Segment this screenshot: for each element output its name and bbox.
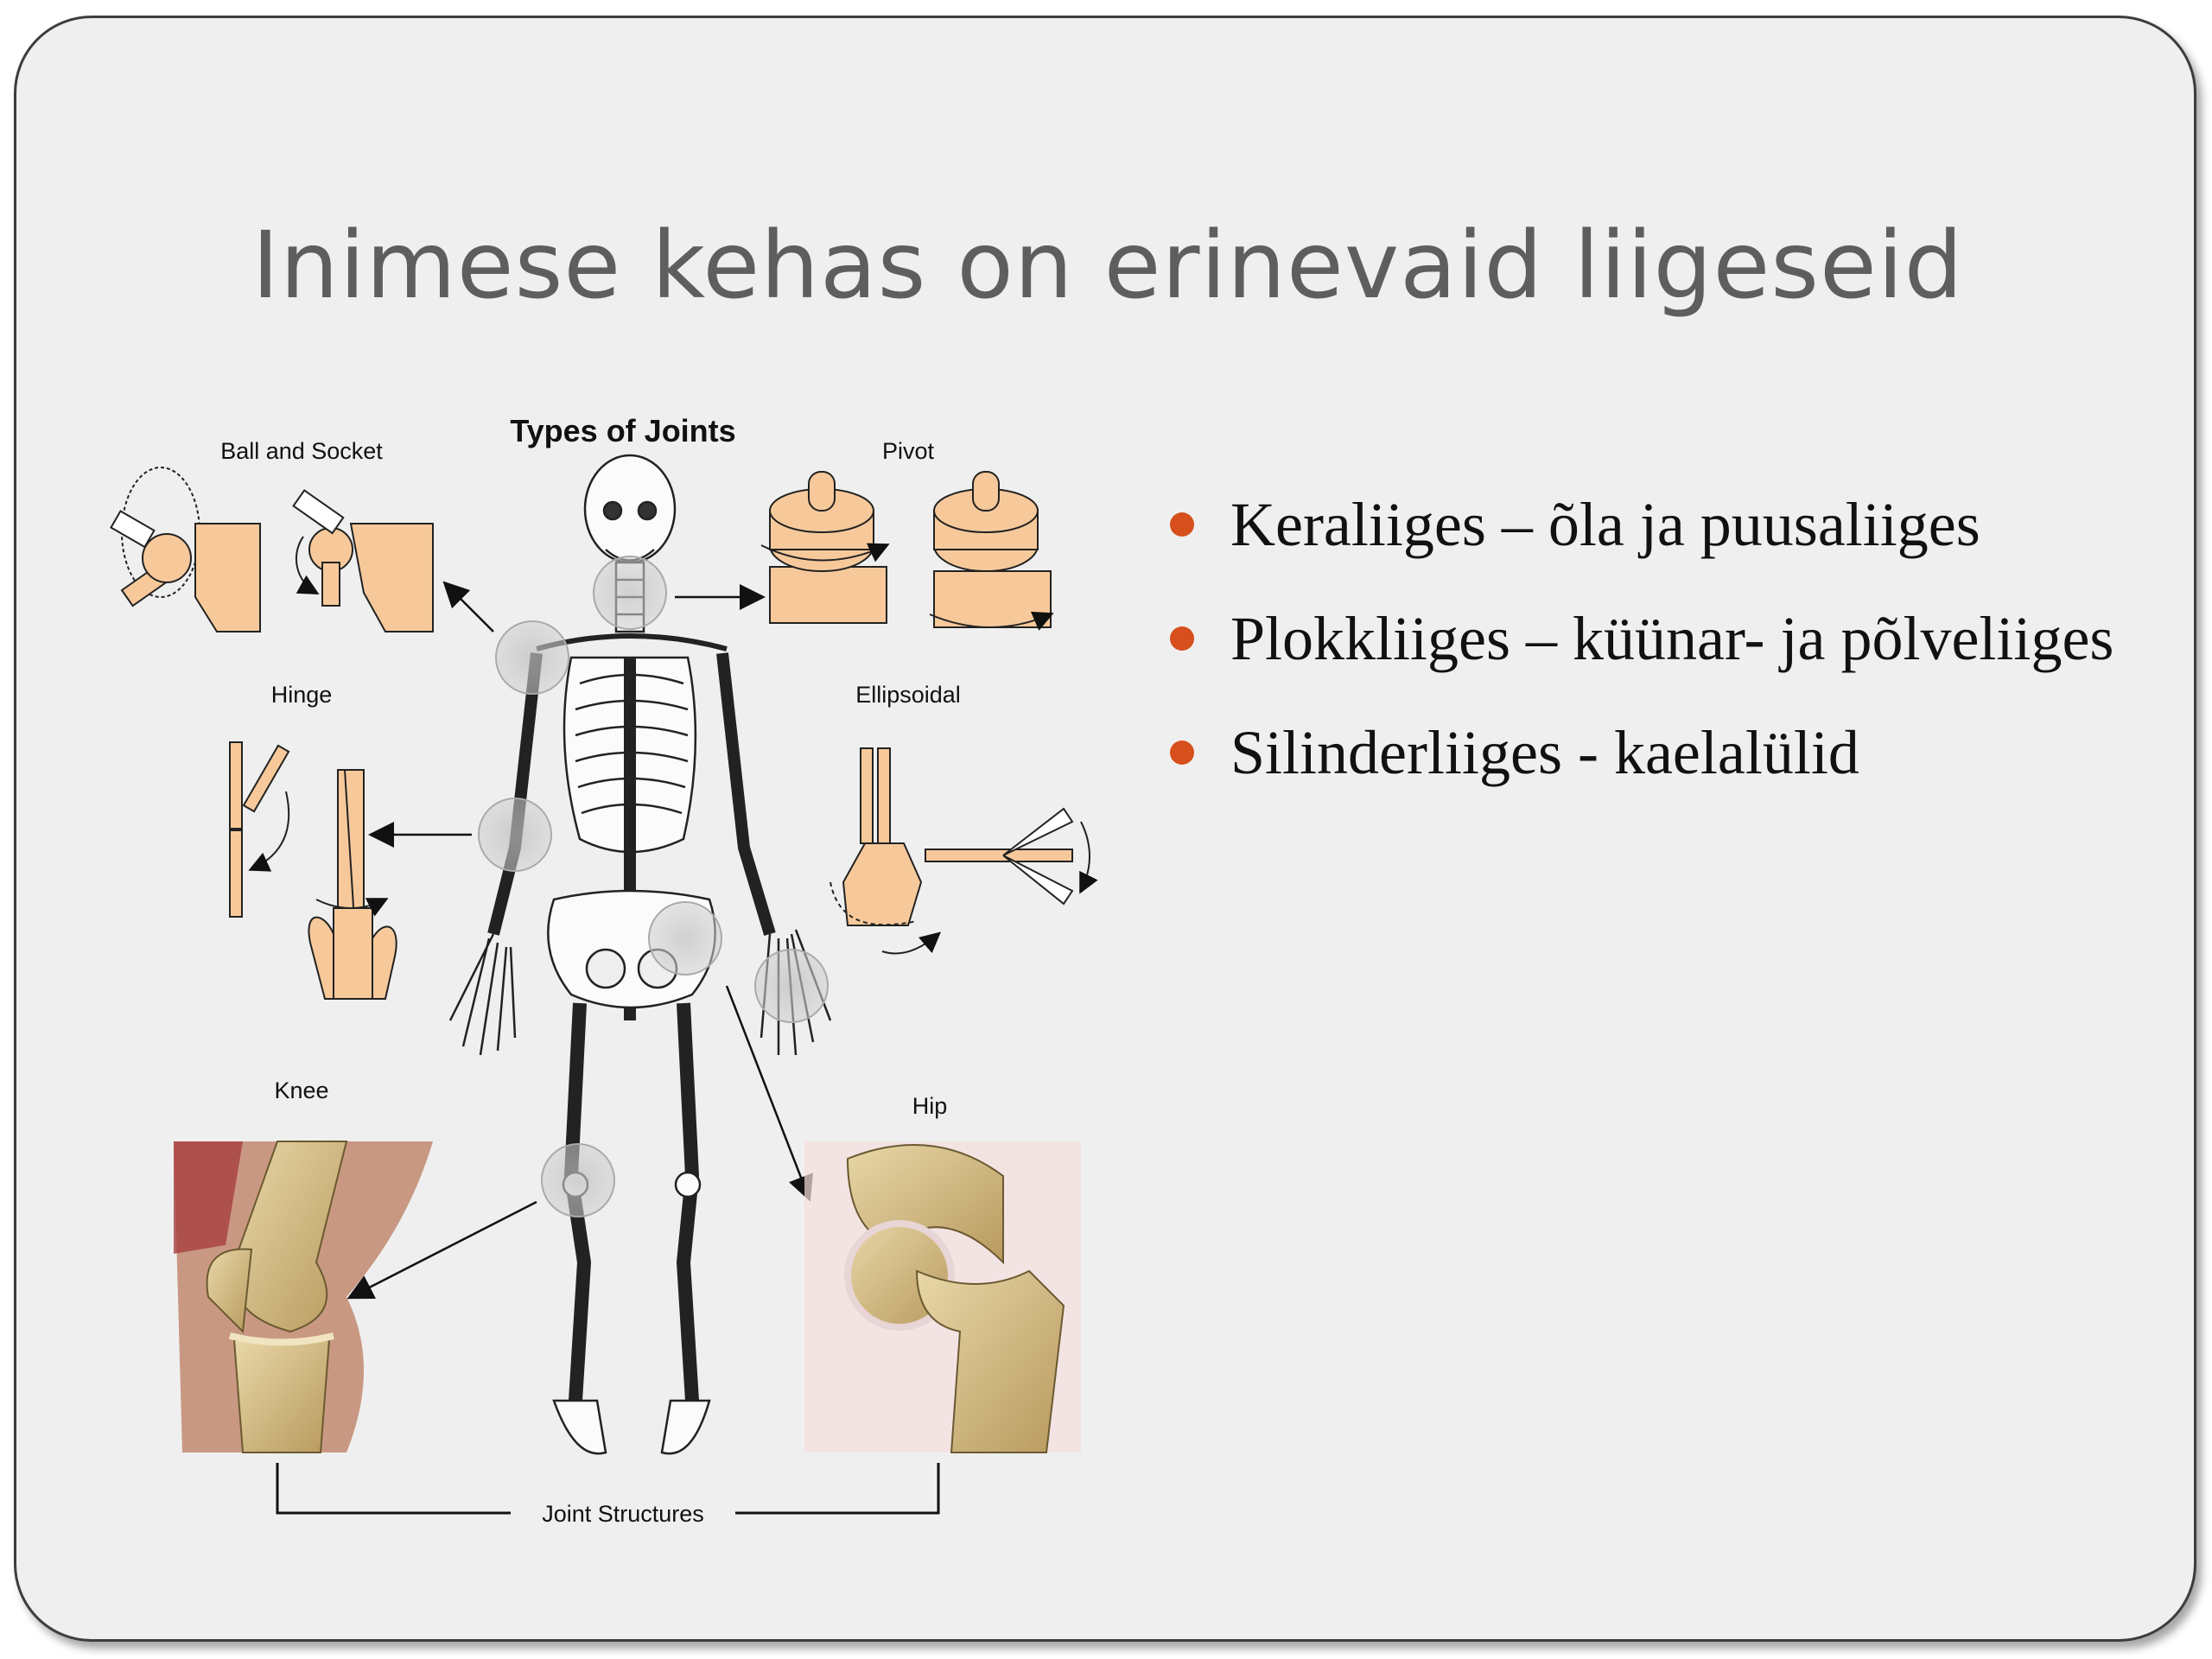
bullet-text: Plokkliiges – küünar- ja põlveliiges <box>1230 604 2114 673</box>
bullet-dot <box>1170 626 1194 651</box>
slide <box>14 16 2196 1642</box>
label-pivot: Pivot <box>881 438 935 464</box>
figure-heading: Types of Joints <box>510 413 736 448</box>
bullet-item <box>1153 704 2120 801</box>
bullet-text: Silinderliiges - kaelalülid <box>1230 718 1859 787</box>
label-hinge: Hinge <box>270 682 333 708</box>
knee-illustration <box>174 1141 433 1452</box>
label-ball-socket: Ball and Socket <box>220 438 383 464</box>
label-knee: Knee <box>274 1077 329 1103</box>
hinge-diagram <box>230 742 397 999</box>
bullet-dot <box>1170 512 1194 537</box>
label-hip: Hip <box>912 1093 948 1119</box>
ball-socket-diagram <box>111 467 433 632</box>
bullet-item <box>1153 590 2120 687</box>
bullet-text: Keraliiges – õla ja puusaliiges <box>1230 490 1980 559</box>
bullet-list <box>1153 476 2120 818</box>
pivot-diagram <box>761 472 1051 627</box>
bullet-dot <box>1170 741 1194 765</box>
ellipsoidal-diagram <box>830 748 1090 954</box>
slide-title: Inimese kehas on erinevaid liigeseid <box>251 213 1964 320</box>
label-ellipsoidal: Ellipsoidal <box>855 682 961 708</box>
label-joint-structures: Joint Structures <box>542 1501 704 1527</box>
bullet-item <box>1153 476 2120 573</box>
hip-illustration <box>804 1141 1081 1452</box>
types-of-joints-figure <box>87 398 1116 1556</box>
